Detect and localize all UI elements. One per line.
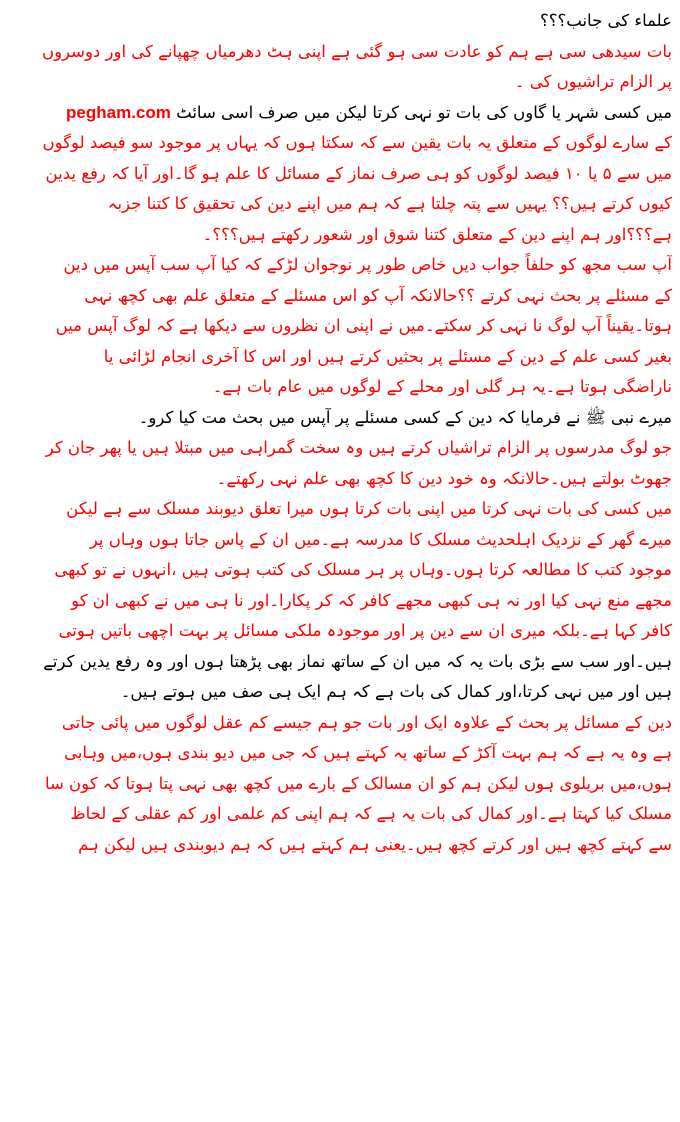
text-line: کافر کہا ہے۔بلکہ میری ان سے دین پر اور موجودہ ملکی مسائل پر بہت اچھی باتیں ہوتی xyxy=(58,621,672,640)
text-line: کے سارے لوگوں کے متعلق یہ بات یقین سے کہ سکتا ہوں کہ یہاں پر موجود سو فیصد لوگوں xyxy=(42,133,672,152)
text-line: کے مسئلے پر بحث نہی کرتے ؟؟حالانکہ آپ کو اس مسئلے کے متعلق علم بھی کچھ نہی xyxy=(84,285,672,305)
text-line: میں کسی کی بات نہی کرتا میں اپنی بات کرتا ہوں میرا تعلق دیوبند مسلک سے ہے لیکن xyxy=(66,499,672,518)
text-line: ناراضگی ہوتا ہے۔یہ ہر گلی اور محلے کے لوگوں میں عام بات ہے۔ xyxy=(212,377,672,396)
text-line: مسلک کیا کہتا ہے۔اور کمال کی بات یہ ہے کہ ہم اپنی کم علمی اور کم عقلی کے لحاظ xyxy=(70,804,672,823)
site-url-link[interactable]: pegham.com xyxy=(66,102,171,122)
text-line: ہیں اور میں نہی کرتا،اور کمال کی بات ہے کہ ہم ایک ہی صف میں ہوتے ہیں۔ xyxy=(120,682,672,701)
text-line: ہوتا۔یقیناً آپ لوگ نا نہی کر سکتے۔میں نے اپنی ان نظروں سے دیکھا ہے کہ لوگ آپس میں xyxy=(55,316,672,335)
text-line: جھوٹ بولتے ہیں۔حالانکہ وہ خود دین کا کچھ بھی علم نہی رکھتے۔ xyxy=(216,468,672,488)
text-line: ہے؟؟؟اور ہم اپنے دین کے متعلق کتنا شوق اور شعور رکھتے ہیں؟؟؟۔ xyxy=(202,224,672,244)
text-line: ہیں۔اور سب سے بڑی بات یہ کہ میں ان کے ساتھ نماز بھی پڑھتا ہوں اور وہ رفع یدین کرتے xyxy=(43,651,672,671)
text-line: آپ سب مجھ کو حلفاً جواب دیں خاص طور پر نوجوان لڑکے کہ کیا آپ سب آپس میں دین xyxy=(63,255,672,274)
text-line: بغیر کسی علم کے دین کے مسئلے پر بحثیں کرتے ہیں اور اس کا آخری انجام لڑائی یا xyxy=(103,346,672,366)
text-line: ہوں،میں بریلوی ہوں لیکن ہم کو ان مسالک کے بارے میں کچھ بھی نہی پتا ہوتا کہ کون سا xyxy=(44,773,672,793)
text-line: میرے نبی ﷺ نے فرمایا کہ دین کے کسی مسئلے پر آپس میں بحث مت کیا کرو۔ xyxy=(138,407,672,427)
text-line-with-url xyxy=(8,98,672,129)
document-title: علماء کی جانب؟؟؟ xyxy=(539,11,672,30)
text-line: دین کے مسائل پر بحث کے علاوہ ایک اور بات جو ہم جیسے کم عقل لوگوں میں پائی جاتی xyxy=(61,712,672,732)
text-line: مجھے منع نہی کیا اور نہ ہی کبھی مجھے کافر کہ کر پکارا۔اور نا ہی میں نے کبھی ان کو xyxy=(71,590,672,610)
text-line: میرے گھر کے نزدیک اہلحدیث مسلک کا مدرسہ ہے۔میں ان کے پاس جاتا ہوں وہاں پر xyxy=(89,529,672,549)
text-line: میں سے ۵ یا ١٠ فیصد لوگوں کو ہی صرف نماز کے مسائل کا علم ہو گا۔اور آیا کہ رفع یدین xyxy=(45,163,672,183)
text-line: بات سیدھی سی ہے ہم کو عادت سی ہو گئی ہے اپنی ہٹ دھرمیاں چھپانے کی اور دوسروں xyxy=(41,41,672,61)
text-line: موجود کتب کا مطالعہ کرتا ہوں۔وہاں پر ہر مسلک کی کتب ہوتی ہیں ،انہوں نے تو کبھی xyxy=(54,560,672,579)
text-line: سے کہتے کچھ ہیں اور کرتے کچھ ہیں۔یعنی ہم کہتے ہیں کہ ہم دیوبندی ہیں لیکن ہم xyxy=(78,834,672,854)
text-line: پر الزام تراشیوں کی ۔ xyxy=(514,72,672,91)
text-line: کیوں کرتے ہیں؟؟ یہیں سے پتہ چلتا ہے کہ ہم میں اپنے دین کی تحقیق کا کتنا جزبہ xyxy=(107,194,672,213)
text-line-segment: میں کسی شہر یا گاوں کی بات تو نہی کرتا لیکن میں صرف اسی سائٹ xyxy=(176,102,672,122)
text-line: جو لوگ مدرسوں پر الزام تراشیاں کرتے ہیں وہ سخت گمراہی میں مبتلا ہیں یا پھر جان کر xyxy=(45,438,672,457)
text-line: ہے وہ یہ ہے کہ ہم بہت آکڑ کے ساتھ یہ کہتے ہیں کہ جی میں دیو بندی ہوں،میں وہابی xyxy=(64,743,672,762)
